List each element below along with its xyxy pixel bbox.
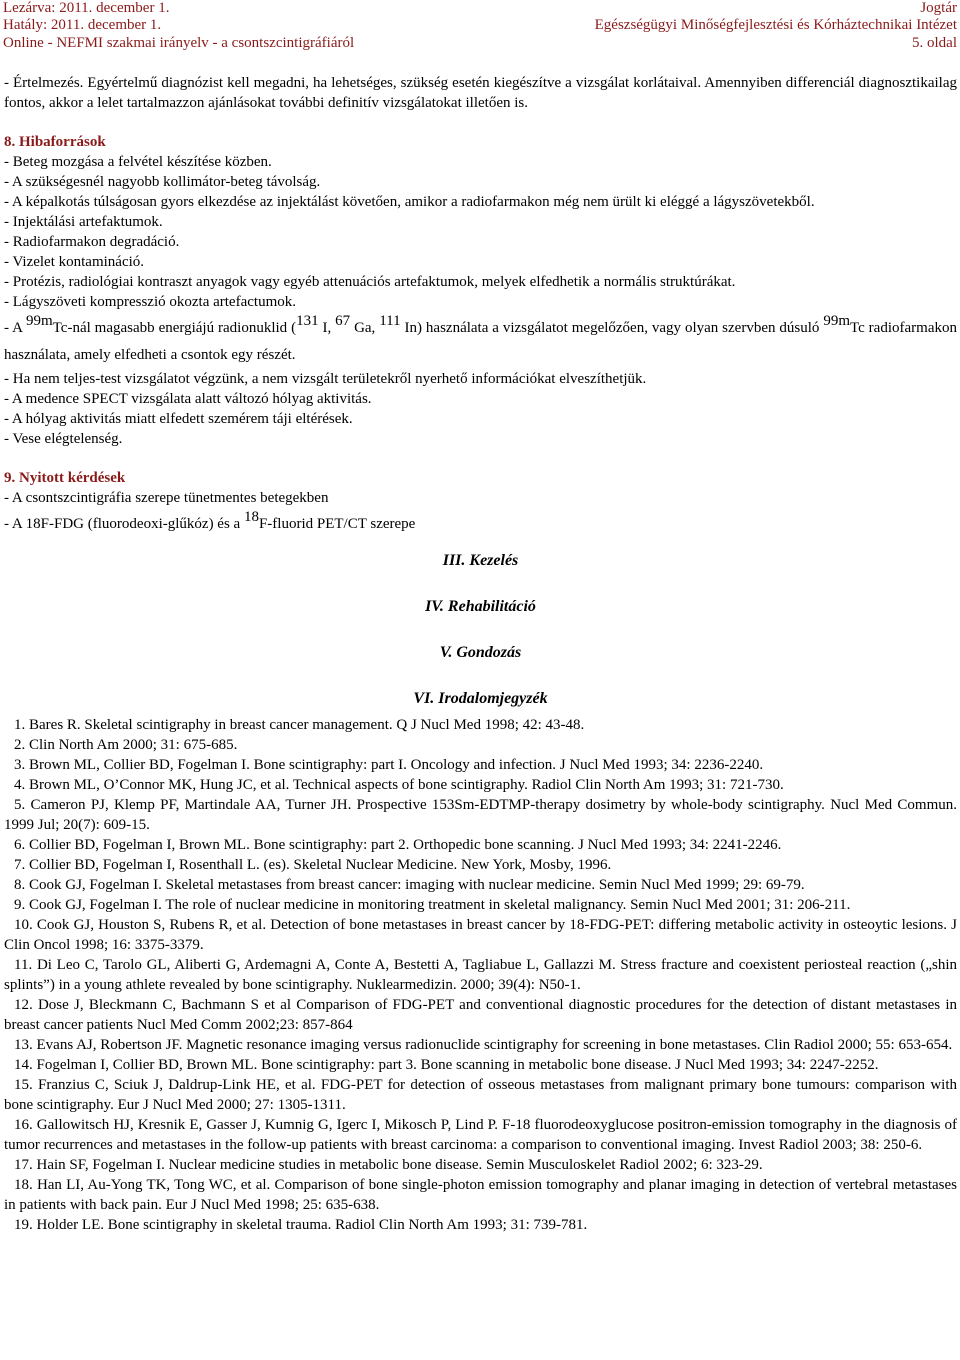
reference-text: Clin North Am 2000; 31: 675-685. xyxy=(29,737,238,753)
reference-text: Cook GJ, Fogelman I. The role of nuclear medicine in monitoring treatment in skeletal malignancy. Semin Nucl Med 2001; 31: 206-211. xyxy=(29,897,851,913)
reference-text: Dose J, Bleckmann C, Bachmann S et al Comparison of FDG-PET and conventional diagnostic procedures for the detection of distant metastases in breast cancer patients Nucl Med Comm 2002;23: 857-864 xyxy=(4,997,958,1033)
reference-item xyxy=(4,1075,957,1115)
reference-text: Evans AJ, Robertson JF. Magnetic resonance imaging versus radionuclide scintigraphy for screening in bone metastases. Clin Radiol 2000; 55: 653-654. xyxy=(36,1037,953,1053)
reference-text: Cook GJ, Fogelman I. Skeletal metastases from breast cancer: imaging with nuclear medicine. Semin Nucl Med 1999; 29: 69-79. xyxy=(29,877,805,893)
reference-item xyxy=(4,875,957,895)
chapter-vi-title: VI. Irodalomjegyzék xyxy=(413,690,548,707)
document-title: Online - NEFMI szakmai irányelv - a csontszcintigráfiáról xyxy=(3,35,355,51)
reference-number: 17. xyxy=(14,1157,33,1173)
error-source-item: - Ha nem teljes-test vizsgálatot végzünk, a nem vizsgált területekről nyerhető információkat elveszíthetjük. xyxy=(4,371,647,387)
reference-number: 11. xyxy=(14,957,33,973)
error-source-item: - A képalkotás túlságosan gyors elkezdése az injektálást követően, amikor a radiofarmakon még nem ürült ki eléggé a lágyszövetekből. xyxy=(4,194,815,210)
section-9-title: 9. Nyitott kérdések xyxy=(4,470,126,486)
reference-item xyxy=(4,755,957,775)
chapter-iii-title: III. Kezelés xyxy=(442,552,519,569)
reference-text: Collier BD, Fogelman I, Rosenthall L. (es). Skeletal Nuclear Medicine. New York, Mosby, 1996. xyxy=(29,857,612,873)
reference-text: Bares R. Skeletal scintigraphy in breast cancer management. Q J Nucl Med 1998; 42: 43-48. xyxy=(29,717,585,733)
reference-item xyxy=(4,735,957,755)
reference-item xyxy=(4,835,957,855)
reference-number: 18. xyxy=(14,1177,33,1193)
reference-text: Franzius C, Sciuk J, Daldrup-Link HE, et al. FDG-PET for detection of osseous metastases from malignant primary bone tumours: comparison with bone scintigraphy. Eur J Nucl Med 2000; 27: 1305-1311. xyxy=(4,1077,957,1113)
error-source-item-isotopes: - A $^{99m}$Tc-nál magasabb energiájú radionuklid ($^{131}$ I, $^{67}$ Ga, $^{111}$ In) használata a vizsgálatot megelőzően, vagy olyan szervben dúsuló $^{99m}$Tc radiofarmakon használata, amely elfedheti a csontok egy részét. xyxy=(4,313,957,363)
reference-item xyxy=(4,955,957,995)
error-source-item: - A hólyag aktivitás miatt elfedett szemérem táji eltérések. xyxy=(4,411,353,427)
interpretation-paragraph: - Értelmezés. Egyértelmű diagnózist kell megadni, ha lehetséges, szükség esetén kiegészítve a vizsgálat korlátaival. Amennyiben differenciál diagnosztikailag fontos, akkor a lelet tartalmazzon ajánlásokat további definitív vizsgálatokat illetően is. xyxy=(4,75,957,111)
reference-text: Gallowitsch HJ, Kresnik E, Gasser J, Kumnig G, Igerc I, Mikosch P, Lind P. F-18 fluorodeoxyglucose positron-emission tomography in the diagnosis of tumor recurrences and metastases in the follow-up patients with breast carcinoma: a comparison to conventional imaging. Invest Radiol 2003; 38: 250-6. xyxy=(4,1117,957,1153)
reference-text: Di Leo C, Tarolo GL, Aliberti G, Ardemagni A, Conte A, Bestetti A, Tagliabue L, Gallazzi M. Stress fracture and coexistent periosteal reaction („shin splints”) in a young athlete revealed by bone scintigraphy. Nuklearmedizin. 2000; 39(4): N50-1. xyxy=(4,957,957,993)
reference-item xyxy=(4,995,957,1035)
error-source-item: - Radiofarmakon degradáció. xyxy=(4,234,180,250)
reference-item xyxy=(4,1055,957,1075)
reference-item xyxy=(4,1115,957,1155)
reference-number: 8. xyxy=(14,877,26,893)
reference-text: Collier BD, Fogelman I, Brown ML. Bone scintigraphy: part 2. Orthopedic bone scanning. J Nucl Med 1993; 34: 2241-2246. xyxy=(29,837,782,853)
reference-number: 19. xyxy=(14,1217,33,1233)
reference-item xyxy=(4,775,957,795)
publisher-name: Jogtár xyxy=(920,0,957,16)
reference-list xyxy=(4,715,957,1235)
error-source-item: - A medence SPECT vizsgálata alatt változó hólyag aktivitás. xyxy=(4,391,372,407)
section-8-title: 8. Hibaforrások xyxy=(4,134,106,150)
reference-text: Fogelman I, Collier BD, Brown ML. Bone scintigraphy: part 3. Bone scanning in metabolic bone disease. J Nucl Med 1993; 34: 2247-2252. xyxy=(36,1057,879,1073)
error-source-item: - Beteg mozgása a felvétel készítése közben. xyxy=(4,154,272,170)
reference-number: 7. xyxy=(14,857,26,873)
chapter-v-title: V. Gondozás xyxy=(439,644,522,661)
reference-text: Han LI, Au-Yong TK, Tong WC, et al. Comparison of bone single-photon emission tomography and planar imaging in detection of vertebral metastases in patients with back pain. Eur J Nucl Med 1998; 25: 635-638. xyxy=(4,1177,958,1213)
error-source-item: - Injektálási artefaktumok. xyxy=(4,214,163,230)
reference-item xyxy=(4,895,957,915)
reference-item xyxy=(4,715,957,735)
reference-item xyxy=(4,855,957,875)
reference-item xyxy=(4,915,957,955)
page-header xyxy=(0,0,960,56)
error-source-item: - A szükségesnél nagyobb kollimátor-beteg távolság. xyxy=(4,174,321,190)
reference-text: Cameron PJ, Klemp PF, Martindale AA, Turner JH. Prospective 153Sm-EDTMP-therapy dosimetry by whole-body scintigraphy. Nucl Med Commun. 1999 Jul; 20(7): 609-15. xyxy=(4,797,958,833)
error-source-item: - Vese elégtelenség. xyxy=(4,431,123,447)
reference-number: 4. xyxy=(14,777,26,793)
page-content xyxy=(4,73,957,1235)
reference-number: 15. xyxy=(14,1077,33,1093)
reference-number: 14. xyxy=(14,1057,33,1073)
reference-number: 2. xyxy=(14,737,26,753)
reference-number: 6. xyxy=(14,837,26,853)
closed-date: Lezárva: 2011. december 1. xyxy=(3,0,170,16)
reference-text: Brown ML, O’Connor MK, Hung JC, et al. Technical aspects of bone scintigraphy. Radiol Clin North Am 1993; 31: 721-730. xyxy=(29,777,784,793)
reference-number: 12. xyxy=(14,997,33,1013)
reference-number: 5. xyxy=(14,797,26,813)
effective-date: Hatály: 2011. december 1. xyxy=(3,17,162,33)
reference-text: Holder LE. Bone scintigraphy in skeletal trauma. Radiol Clin North Am 1993; 31: 739-781. xyxy=(36,1217,588,1233)
reference-number: 9. xyxy=(14,897,26,913)
reference-number: 1. xyxy=(14,717,26,733)
reference-item xyxy=(4,1215,957,1235)
reference-number: 3. xyxy=(14,757,26,773)
reference-item xyxy=(4,795,957,835)
reference-number: 16. xyxy=(14,1117,33,1133)
error-source-item: - Vizelet kontamináció. xyxy=(4,254,145,270)
reference-number: 13. xyxy=(14,1037,33,1053)
chapter-iv-title: IV. Rehabilitáció xyxy=(425,598,536,615)
open-question-item: - A csontszcintigráfia szerepe tünetmentes betegekben xyxy=(4,490,329,506)
reference-number: 10. xyxy=(14,917,33,933)
reference-item xyxy=(4,1155,957,1175)
page-number: 5. oldal xyxy=(912,35,957,51)
reference-text: Hain SF, Fogelman I. Nuclear medicine studies in metabolic bone disease. Semin Musculoskelet Radiol 2002; 6: 323-29. xyxy=(36,1157,763,1173)
reference-text: Brown ML, Collier BD, Fogelman I. Bone scintigraphy: part I. Oncology and infection. J Nucl Med 1993; 34: 2236-2240. xyxy=(29,757,764,773)
reference-item xyxy=(4,1175,957,1215)
error-source-item: - Lágyszöveti kompresszió okozta artefactumok. xyxy=(4,294,296,310)
open-question-item: - A 18F-FDG (fluorodeoxi-glűkóz) és a $^{18}$F-fluorid PET/CT szerepe xyxy=(4,509,416,532)
institute-name: Egészségügyi Minőségfejlesztési és Kórháztechnikai Intézet xyxy=(594,17,957,33)
reference-item xyxy=(4,1035,957,1055)
reference-text: Cook GJ, Houston S, Rubens R, et al. Detection of bone metastases in breast cancer by 18-FDG-PET: differing metabolic activity in osteoytic lesions. J Clin Oncol 1998; 16: 3375-3379. xyxy=(4,917,957,953)
error-source-item: - Protézis, radiológiai kontraszt anyagok vagy egyéb attenuációs artefaktumok, melyek elfedhetik a normális struktúrákat. xyxy=(4,274,736,290)
